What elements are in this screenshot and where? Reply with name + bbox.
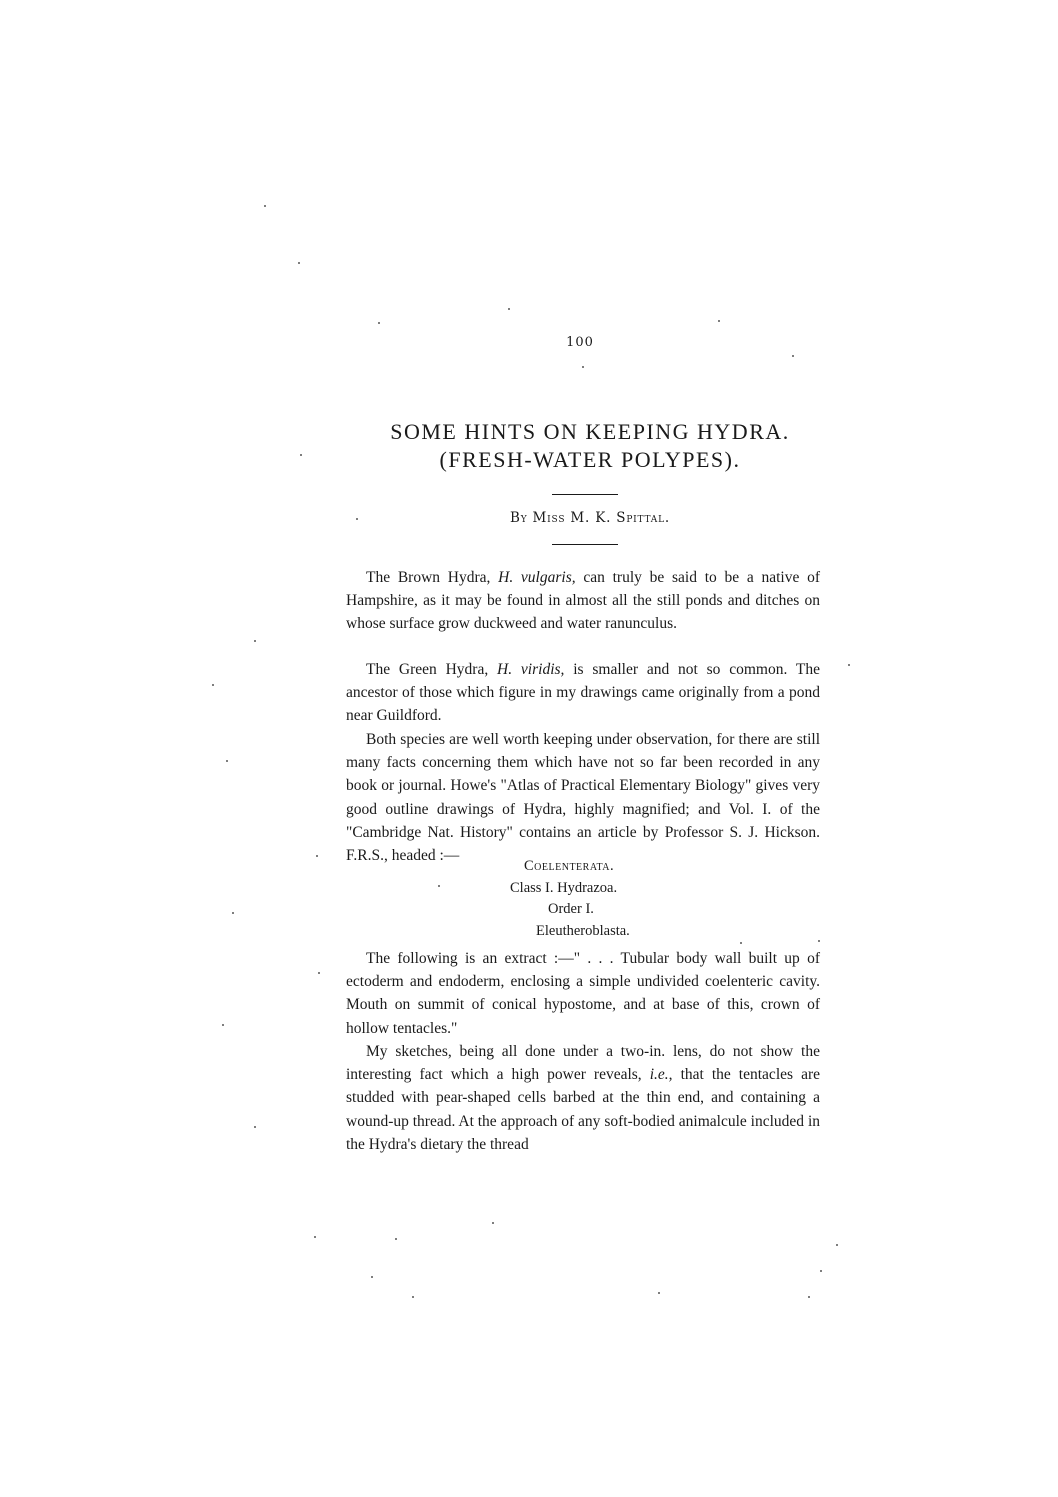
scan-speck (378, 322, 380, 324)
classification-order: Order I. (548, 901, 594, 917)
scan-speck (808, 1296, 810, 1298)
scan-speck (848, 664, 850, 666)
scan-speck (371, 1276, 373, 1278)
scan-speck (300, 454, 302, 456)
scan-speck (316, 855, 318, 857)
scan-speck (232, 912, 234, 914)
divider-rule-bottom (552, 544, 618, 545)
scan-speck (226, 760, 228, 762)
scan-speck (298, 262, 300, 264)
title-line-2: (FRESH-WATER POLYPES). (439, 447, 741, 472)
scan-speck (582, 366, 584, 368)
classification-block (346, 856, 820, 942)
scan-speck (820, 1270, 822, 1272)
paragraph-3-text: Both species are well worth keeping under observation, for there are still many facts concerning them which have not so far been recorded in any book or journal. Howe's "Atlas of Practical Elementary Biology" gives very good outline drawings of Hydra, highly magnified; and Vol. I. of the "Cambridge Nat. History" contains an article by Professor S. J. Hickson. F.R.S., headed :— (346, 731, 820, 865)
scan-speck (718, 320, 720, 322)
paragraph-extract (346, 947, 820, 1040)
scan-speck (412, 1296, 414, 1298)
page-number: 100 (566, 335, 594, 350)
scan-speck (492, 1222, 494, 1224)
scan-speck (792, 355, 794, 357)
scan-speck (222, 1024, 224, 1026)
abbreviation-ie: i.e., (649, 1066, 673, 1084)
scan-speck (318, 972, 320, 974)
scan-speck (395, 1238, 397, 1240)
scan-speck (356, 518, 358, 520)
divider-rule-top (552, 494, 618, 495)
scan-speck (314, 1236, 316, 1238)
paragraph-sketches-before: My sketches, being all done under a two-in. lens, do not show the interesting fact which a high power reveals, (346, 1043, 820, 1084)
classification-class: Class I. Hydrazoa. (510, 879, 618, 896)
scan-speck (264, 205, 266, 207)
scan-speck (508, 308, 510, 310)
paragraph-1-after: can truly be said to be a native of Hampshire, as it may be found in almost all the still ponds and ditches on whose surface grow duckweed and water ranunculus. (346, 569, 821, 633)
article-title (0, 418, 1058, 474)
paragraph-brown-hydra (346, 566, 820, 636)
paragraph-sketches (346, 1040, 820, 1156)
scan-speck (254, 640, 256, 642)
classification-group: Eleutheroblasta. (536, 922, 630, 939)
paragraph-2-after: is smaller and not so common. The ancestor of those which figure in my drawings came originally from a pond near Guildford. (346, 661, 820, 725)
scan-speck (254, 1126, 256, 1128)
scan-speck (740, 942, 742, 944)
paragraph-sketches-after: that the tentacles are studded with pear-shaped cells barbed at the thin end, and containing a wound-up thread. At the approach of any soft-bodied animalcule included in the Hydra's dietary the thread (346, 1066, 820, 1153)
paragraph-extract-text: The following is an extract :—" . . . Tubular body wall built up of ectoderm and endoderm, enclosing a simple undivided coelenteric cavity. Mouth on summit of conical hypostome, and at base of this, crown of hollow tentacles." (346, 950, 820, 1037)
paragraph-1-before: The Brown Hydra, (366, 569, 499, 586)
classification-phylum: Coelenterata. (524, 858, 615, 874)
paragraph-2-before: The Green Hydra, (366, 661, 498, 678)
species-name-vulgaris: H. vulgaris, (498, 569, 576, 586)
scan-speck (836, 1244, 838, 1246)
scan-speck (658, 1292, 660, 1294)
species-name-viridis: H. viridis, (497, 661, 565, 678)
paragraph-both-species (346, 728, 820, 867)
scan-speck (212, 684, 214, 686)
title-line-1: SOME HINTS ON KEEPING HYDRA. (390, 419, 790, 444)
byline: By Miss M. K. Spittal. (510, 510, 670, 526)
paragraph-green-hydra (346, 658, 820, 728)
scan-speck (818, 940, 820, 942)
scan-speck (438, 885, 440, 887)
